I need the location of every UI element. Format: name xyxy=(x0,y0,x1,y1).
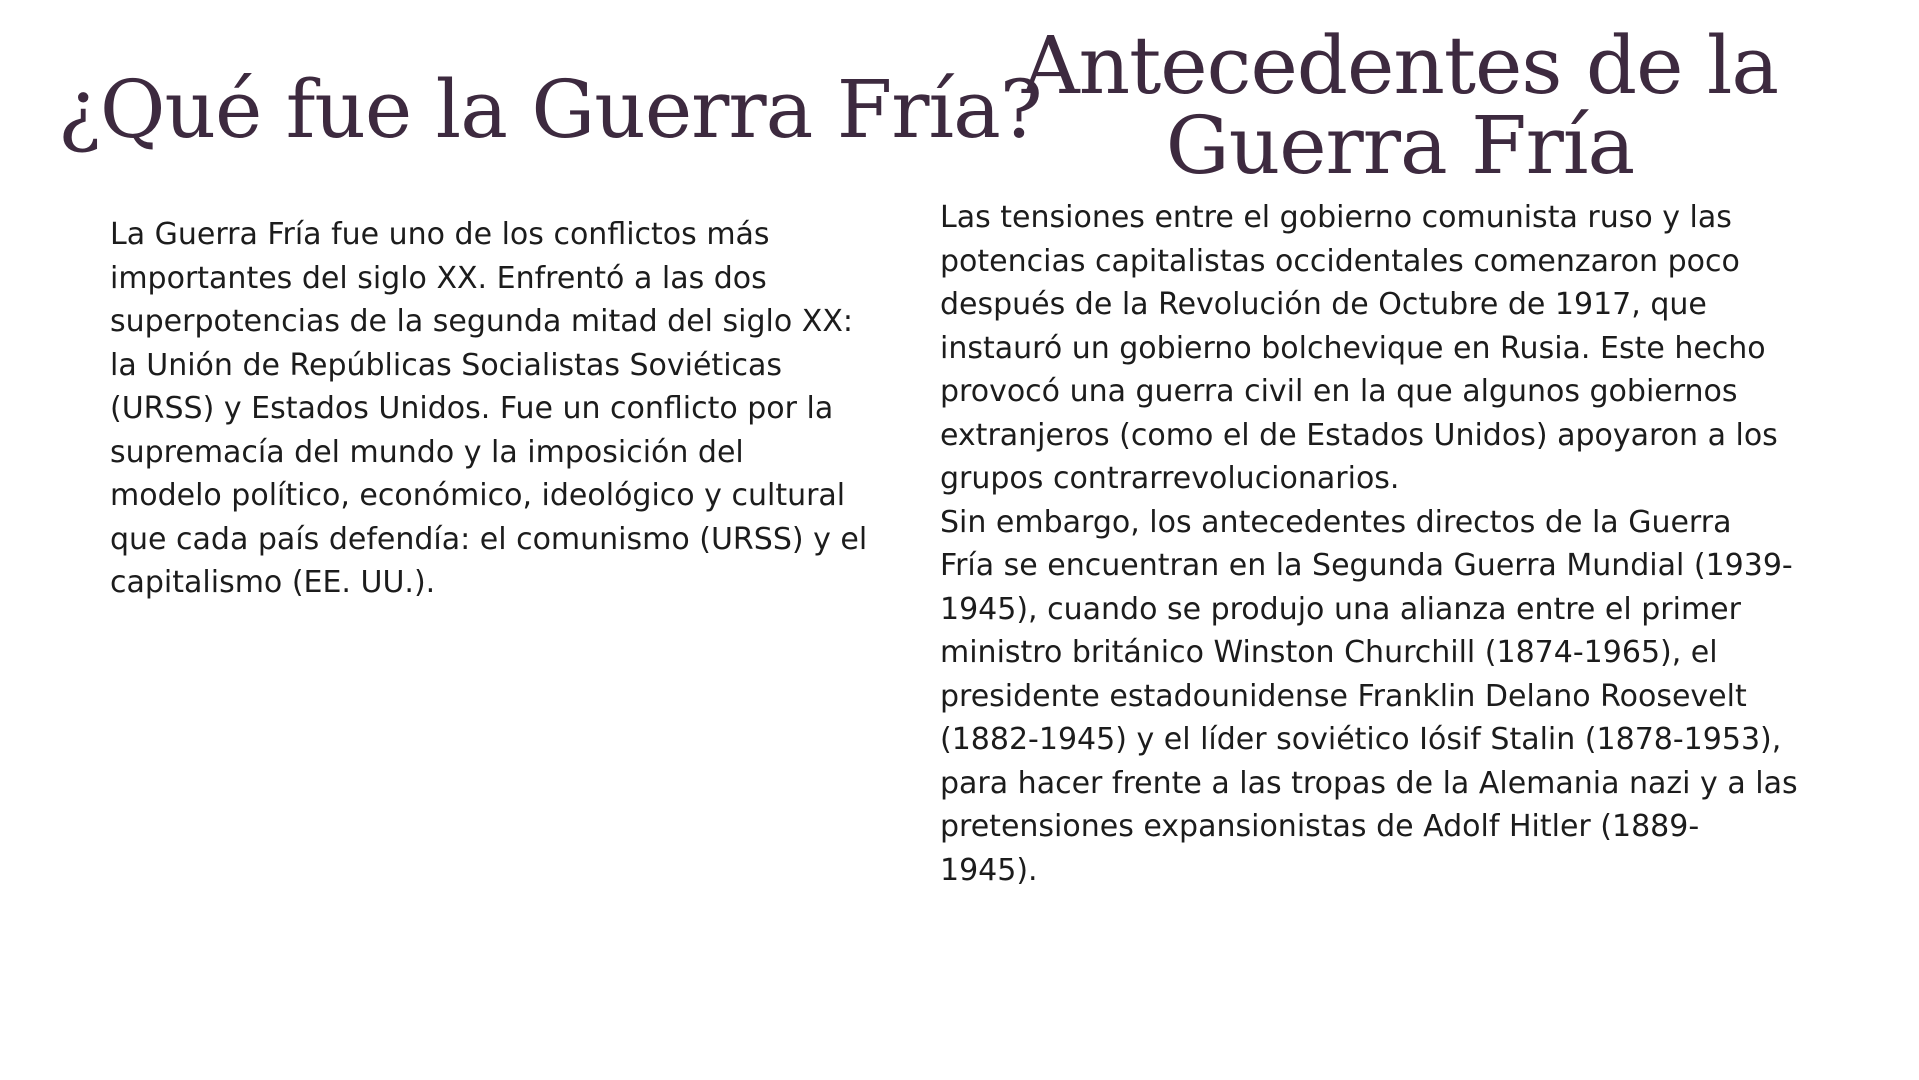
right-section-title: Antecedentes de la Guerra Fría xyxy=(1021,19,1779,192)
right-section-body: Las tensiones entre el gobierno comunista ruso y las potencias capitalistas occidentales comenzaron poco después de la Revolución de Octubre de 1917, que instauró un gobierno bolchevique en Rusia. Este hecho provocó una guerra civil en la que algunos gobiernos extranjeros (como el de Estados Unidos) apoyaron a los grupos contrarrevolucionarios. Sin embargo, los antecedentes directos de la Guerra Fría se encuentran en la Segunda Guerra Mundial (1939- 1945), cuando se produjo una alianza entre el primer ministro británico Winston Churchill (1874-1965), el presidente estadounidense Franklin Delano Roosevelt (1882-1945) y el líder soviético Iósif Stalin (1878-1953), para hacer frente a las tropas de la Alemania nazi y a las pretensiones expansionistas de Adolf Hitler (1889- 1945). xyxy=(940,200,1798,888)
left-section-title: ¿Qué fue la Guerra Fría? xyxy=(58,63,1042,156)
left-section-body: La Guerra Fría fue uno de los conflictos más importantes del siglo XX. Enfrentó a las dos superpotencias de la segunda mitad del siglo XX: la Unión de Repúblicas Socialistas Soviéticas (URSS) y Estados Unidos. Fue un conflicto por la supremacía del mundo y la imposición del modelo político, económico, ideológico y cultural que cada país defendía: el comunismo (URSS) y el capitalismo (EE. UU.). xyxy=(110,217,868,600)
